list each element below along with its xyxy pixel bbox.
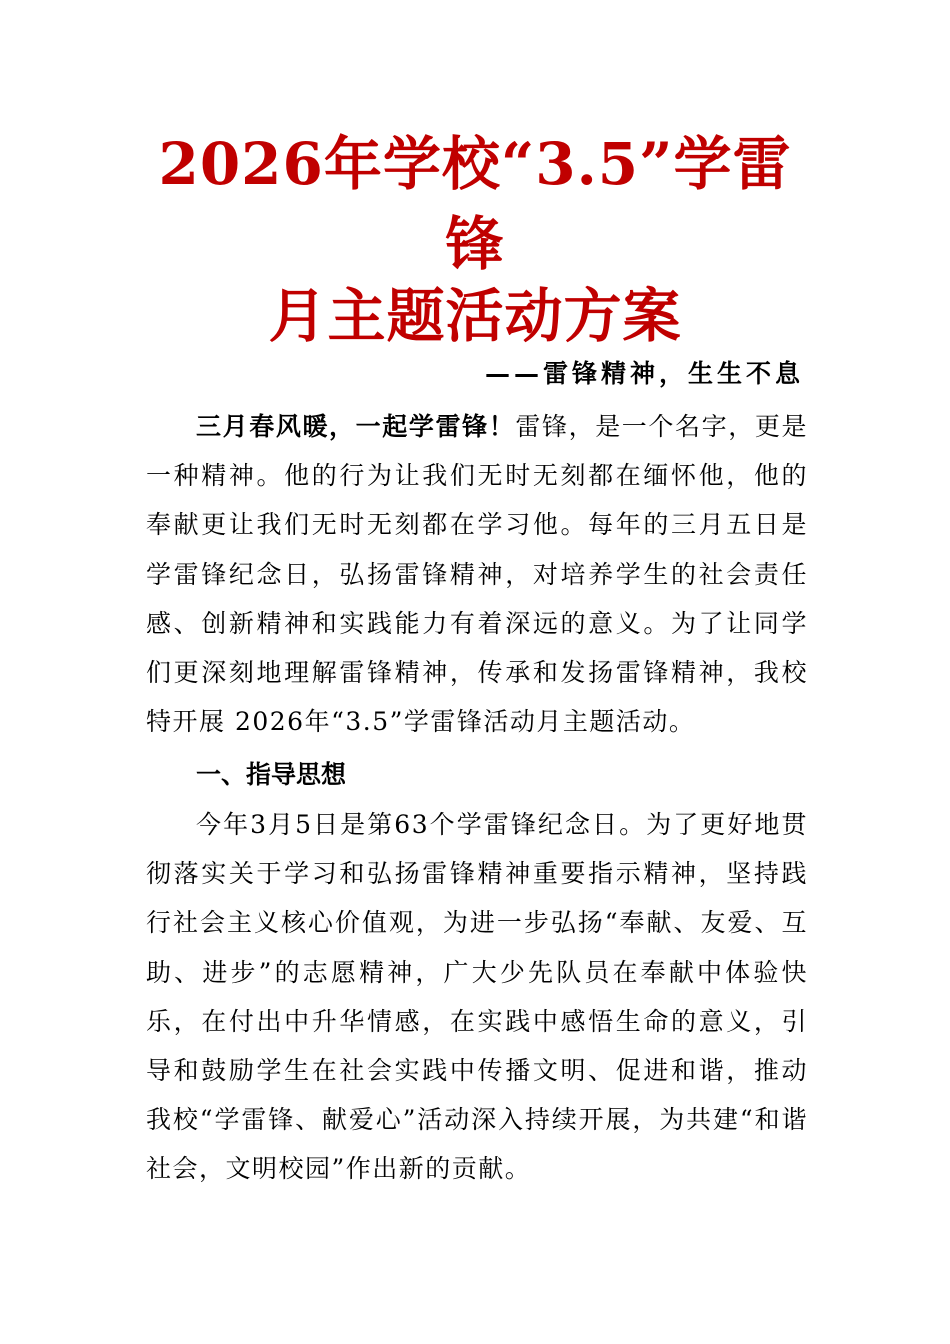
intro-text: 雷锋，是一个名字，更是一种精神。他的行为让我们无时无刻都在缅怀他，他的奉献更让我们无时无刻都在学习他。每年的三月五日是学雷锋纪念日，弘扬雷锋精神，对培养学生的社会责任感、创新精神和实践能力有着深远的意义。为了让同学们更深刻地理解雷锋精神，传承和发扬雷锋精神，我校特开展 2026年“3.5”学雷锋活动月主题活动。 (146, 412, 808, 737)
document-title-line-1: 2026年学校“3.5”学雷 (158, 130, 792, 198)
section-paragraph-guiding-ideology: 今年3月5日是第63个学雷锋纪念日。为了更好地贯彻落实关于学习和弘扬雷锋精神重要指示精神，坚持践行社会主义核心价值观，为进一步弘扬“奉献、友爱、互助、进步”的志愿精神，广大少先队员在奉献中体验快乐，在付出中升华情感，在实践中感悟生命的意义，引导和鼓励学生在社会实践中传播文明、促进和谐，推动我校“学雷锋、献爱心”活动深入持续开展，为共建“和谐社会，文明校园”作出新的贡献。 (146, 810, 808, 1184)
intro-paragraph (146, 402, 808, 746)
intro-lead: 三月春风暖，一起学雷锋！ (196, 412, 516, 441)
document-title-line-3: 月主题活动方案 (268, 282, 682, 350)
document-subtitle: ——雷锋精神，生生不息 (484, 359, 804, 388)
section-heading-guiding-ideology: 一、指导思想 (196, 760, 347, 789)
document-title-line-2: 锋 (445, 210, 505, 278)
